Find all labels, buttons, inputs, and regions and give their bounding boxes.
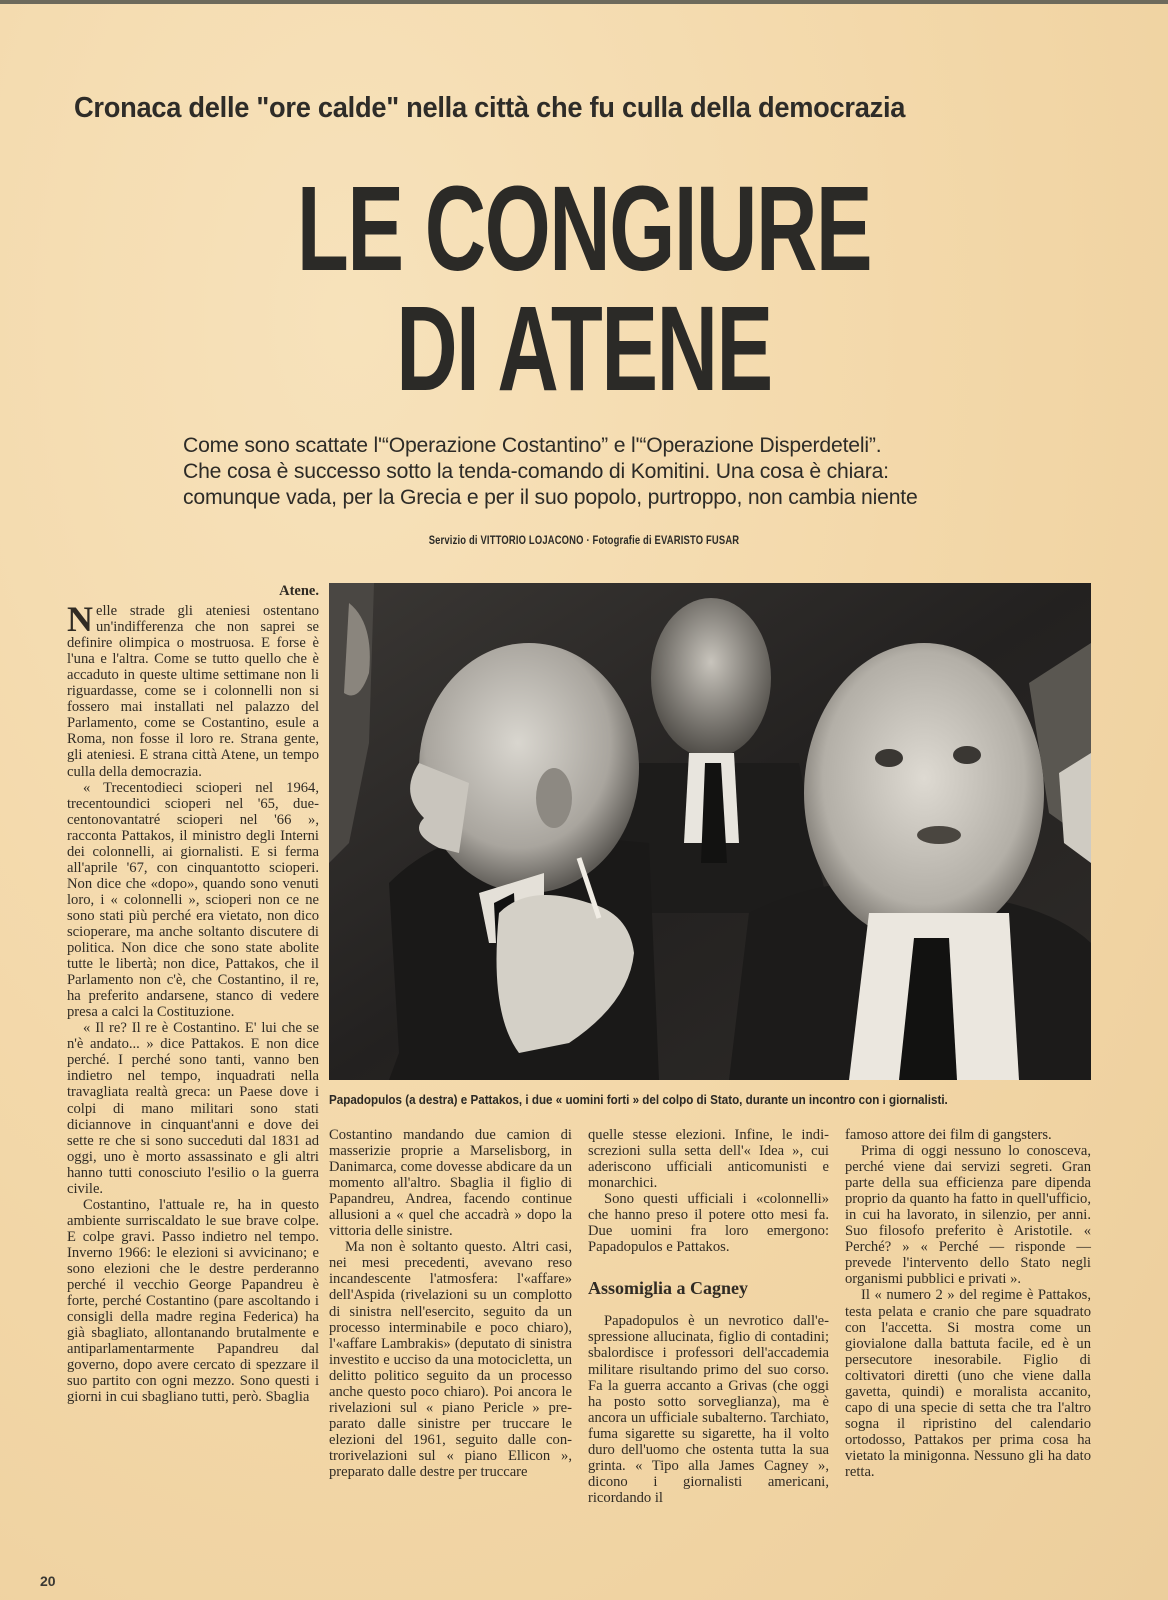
paragraph: Il « numero 2 » del regime è Pattakos, testa pelata e cranio che pare squadrato con l'accetta. Si mostra come un giovialone dalla battuta facile, ed è un persecutore inesorabile. Figlio di coltivatori diretti (uno che viene dalla gavetta, quindi) e moralista accanito, capo di una specie di setta che tra l'altro sogna il ripristino del calendario ortodosso, Pattakos per prima cosa ha vietato la minigonna. Nessuno gli ha dato retta. xyxy=(845,1287,1091,1480)
article-column-1 xyxy=(67,583,319,1405)
paragraph: Costantino mandando due camion di masserizie proprie a Marselisborg, in Danimarca, come dovesse abdicare da un momento all'altro. Sbaglia il figlio di Papandreu, Andrea, facendo continue allusioni a « quel che accadrà » dopo la vittoria delle sinistre. xyxy=(329,1127,572,1240)
page-number: 20 xyxy=(40,1573,56,1589)
headline-line-2: DI ATENE xyxy=(396,281,772,417)
paragraph: Nelle strade gli ateniesi ostentano un'indifferenza che non saprei se definire olimpica o mostruosa. E forse è l'una e l'altra. Come se tutto quello che è accaduto in queste ultime settimane non li riguardasse, come se i colonnelli non si fossero mai installati nel palazzo del Parlamento, come se Costantino, esule a Roma, non fosse il loro re. Strana gente, gli ateniesi. E strana città Atene, un tempo culla della democrazia. xyxy=(67,599,319,780)
article-photo xyxy=(329,583,1091,1080)
dateline: Atene. xyxy=(279,583,319,599)
subheading: Assomiglia a Cagney xyxy=(588,1278,749,1299)
deck-line-1: Come sono scattate l'“Operazione Costantino” e l'“Operazione Disperdeteli”. xyxy=(183,433,882,457)
deck-line-2: Che cosa è successo sotto la tenda-comando di Komitini. Una cosa è chiara: xyxy=(183,459,889,483)
paragraph: Sono questi ufficiali i «colonnelli» che hanno preso il potere otto mesi fa. Due uomini fra loro emergono: Papadopulos e Pattakos. xyxy=(588,1191,829,1256)
deck-line-3: comunque vada, per la Grecia e per il suo popolo, purtroppo, non cambia niente xyxy=(183,485,918,509)
article-column-3 xyxy=(588,1127,829,1506)
article-column-4 xyxy=(845,1127,1091,1480)
headline-line-1: LE CONGIURE xyxy=(296,161,872,297)
byline: Servizio di VITTORIO LOJACONO · Fotografie di EVARISTO FUSAR xyxy=(428,535,740,547)
article-column-2 xyxy=(329,1127,572,1480)
page-top-edge xyxy=(0,0,1168,4)
paragraph: « Trecentodieci scioperi nel 1964, trecentoundici scioperi nel '65, duecentonovantatré scioperi nel '66 », racconta Pattakos, il ministro degli Interni dei colonnelli, ai giornalisti. E si ferma all'aprile '67, con cinquantotto scioperi. Non dice che «dopo», quando sono venuti loro, i « colonnelli », scioperi non ce ne sono stati più perché era vietato, non dico scioperare, ma anche soltanto discutere di politica. Non dice che sono state abolite tutte le libertà; non dice, Pattakos, che il Parlamento non c'è, che Costantino, il re, ha preferito andarsene, stanco di vedere presa a calci la Costituzione. xyxy=(67,779,319,1021)
drop-cap: N xyxy=(67,599,93,640)
deck xyxy=(183,432,1003,510)
paragraph: famoso attore dei film di gangsters. xyxy=(845,1127,1052,1143)
photo-caption: Papadopulos (a destra) e Pattakos, i due « uomini forti » del colpo di Stato, durante un incontro con i giornalisti. xyxy=(329,1093,948,1107)
paragraph: Prima di oggi nessuno lo conosceva, perché viene dai servizi segreti. Gran parte della sua efficienza pare dipenda proprio da quanto ha fatto in quell'ufficio, in cui ha lavorato, in silenzio, per anni. Suo filosofo preferito è Aristotile. « Perché? » « Perché — risponde — prevede l'intervento dello Stato negli organismi pubblici e privati ». xyxy=(845,1143,1091,1288)
paragraph: quelle stesse elezioni. Infine, le indiscrezioni sulla setta dell'« Idea », cui aderiscono ufficiali anticomunisti e monarchici. xyxy=(588,1127,829,1192)
paragraph: Papadopulos è un nevrotico dall'espressione allucinata, figlio di contadini; sbalordisce i professori dell'accademia militare risultando primo del suo corso. Fa la guerra accanto a Grivas (che oggi ha posto sotto sorveglianza), ma è ancora un ufficiale subalterno. Tarchiato, fuma sigarette su sigarette, ha il volto duro dell'uomo che ostenta tutta la sua grinta. « Tipo alla James Cagney », dicono i giornalisti americani, ricordando il xyxy=(588,1313,829,1506)
paragraph: Costantino, l'attuale re, ha in questo ambiente surriscaldato le sue brave colpe. E colpe gravi. Passo indietro nel tempo. Inverno 1966: le elezioni si avvicinano; e sono elezioni che le destre perderanno perché il vecchio George Papandreu è forte, perché Costantino (pare ascoltando i consigli della madre regina Federica) ha già sbagliato, allontanando brutalmente e antiparlamentarmente Papandreu dal governo, dopo avere cercato di spezzare il suo partito con ogni mezzo. Sono questi i giorni in cui sbagliano tutti, però. Sbaglia xyxy=(67,1196,319,1406)
paragraph: Ma non è soltanto questo. Altri casi, nei mesi precedenti, avevano reso incandescente l'atmosfera: l'«affare» dell'Aspida (rivelazioni su un complotto di sinistra nell'esercito, seguito da un processo interminabile e poco chiaro), l'«affare Lambrakis» (deputato di sinistra investito e ucciso da una motocicletta, un delitto politico seguito da un processo anche questo poco chiaro). Poi ancora le rivelazioni sul « piano Pericle » preparato dalle sinistre per truccare le elezioni del 1961, seguito dalle controrivelazioni sul « piano Ellicon », preparato dalle destre per truccare xyxy=(329,1239,572,1480)
kicker: Cronaca delle "ore calde" nella città che fu culla della democrazia xyxy=(74,92,906,124)
paragraph: « Il re? Il re è Costantino. E' lui che se n'è andato... » dice Pattakos. E non dice perché. I perché sono tanti, vanno ben indietro nel tempo, inquadrati nella travagliata realtà greca: un Paese dove i colpi di mano militari sono stati diciannove in cinquant'anni e dove dei sette re che si sono succeduti dal 1831 ad oggi, uno è morto assassinato e gli altri hanno tutti conosciuto l'esilio o la guerra civile. xyxy=(67,1020,319,1197)
